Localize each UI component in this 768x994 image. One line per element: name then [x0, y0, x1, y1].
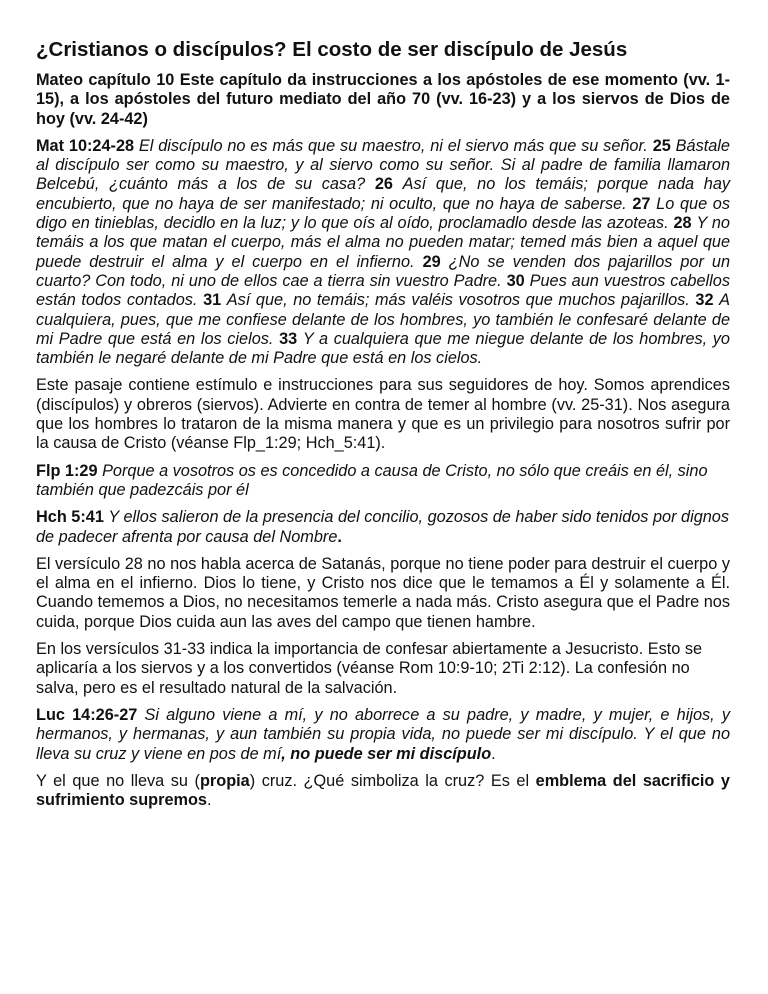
verse-end-punctuation: . [491, 744, 496, 763]
text-run: . [207, 791, 212, 810]
verse-text: Y ellos salieron de la presencia del concilio, gozosos de haber sido tenidos por dignos de padecer afrenta por causa del Nombre [36, 508, 729, 546]
verse-number: 31 [203, 291, 222, 310]
paragraph-estimulo: Este pasaje contiene estímulo e instrucciones para sus seguidores de hoy. Somos aprendices (discípulos) y obreros (siervos). Advierte en contra de temer al hombre (vv. 25-31). Nos asegura que los hombres lo trataron de la misma manera y que es un privilegio para nosotros sufrir por la causa de Cristo (véanse Flp_1:29; Hch_5:41). [36, 376, 730, 453]
verse-text: ¿No se venden dos pajarillos por un cuarto? Con todo, ni uno de ellos cae a tierra sin vuestro Padre. [36, 252, 731, 290]
verse-number: 27 [632, 194, 651, 213]
verse-number: 33 [279, 329, 298, 348]
verse-reference: Luc 14:26-27 [36, 705, 138, 724]
verse-number: 26 [374, 175, 393, 194]
verse-text: Si alguno viene a mí, y no aborrece a su padre, y madre, y mujer, e hijos, y hermanos, y hermanas, y aun también su propia vida, no puede ser mi discípulo. Y el que no lleva su cruz y viene en pos de mí [36, 705, 730, 763]
text-run: ) cruz. ¿Qué simboliza la cruz? Es el [249, 771, 536, 790]
verse-text: Lo que os digo en tinieblas, decidlo en la luz; y lo que oís al oído, proclamadlo desde las azoteas. [36, 194, 730, 233]
verse-text-emphasis: , no puede ser mi discípulo [281, 744, 492, 763]
paragraph-cruz [36, 772, 730, 811]
verse-number: 28 [673, 214, 692, 233]
passage-flp-1-29 [36, 462, 730, 501]
verse-text: Y no temáis a los que matan el cuerpo, más el alma no pueden matar; temed más bien a aquel que puede destruir el alma y el cuerpo en el infierno. [36, 214, 730, 271]
passage-mat-10-24-28 [36, 137, 730, 369]
verse-text: Así que, no los temáis; porque nada hay encubierto, que no haya de ser manifestado; ni oculto, que no haya de saberse. [36, 175, 731, 213]
verse-number: 29 [422, 252, 441, 271]
chapter-intro: Mateo capítulo 10 Este capítulo da instrucciones a los apóstoles de ese momento (vv. 1-15), a los apóstoles del futuro mediato del año 70 (vv. 16-23) y a los siervos de Dios de hoy (vv. 24-42) [36, 71, 730, 128]
verse-text: A cualquiera, pues, que me confiese delante de los hombres, yo también le confesaré delante de mi Padre que está en los cielos. [36, 291, 731, 348]
verse-reference: Hch 5:41 [36, 508, 104, 527]
paragraph-versiculos-31-33: En los versículos 31-33 indica la importancia de confesar abiertamente a Jesucristo. Esto se aplicaría a los siervos y a los convertidos (véanse Rom 10:9-10; 2Ti 2:12). La confesión no salva, pero es el resultado natural de la salvación. [36, 640, 703, 697]
passage-hch-5-41 [36, 508, 730, 547]
verse-reference: Flp 1:29 [36, 461, 98, 480]
verse-text: Así que, no temáis; más valéis vosotros que muchos pajarillos. [226, 291, 690, 310]
paragraph-versiculo-28: El versículo 28 no nos habla acerca de Satanás, porque no tiene poder para destruir el cuerpo y el alma en el infierno. Dios lo tiene, y Cristo nos dice que le temamos a Él y solamente a Él. Cuando tememos a Dios, no necesitamos temerle a nada más. Cristo asegura que el Padre nos cuida, porque Dios cuida aun las aves del campo que tienen hambre. [36, 554, 730, 631]
emphasis-propia: propia [199, 771, 250, 790]
verse-text: Y a cualquiera que me niegue delante de los hombres, yo también le negaré delante de mi Padre que está en los cielos. [36, 329, 730, 368]
verse-text: Pues aun vuestros cabellos están todos contados. [36, 271, 730, 310]
verse-text: Porque a vosotros os es concedido a causa de Cristo, no sólo que creáis en él, sino también que padezcáis por él [36, 461, 708, 499]
verse-text: El discípulo no es más que su maestro, ni el siervo más que su señor. [138, 136, 648, 155]
verse-text: Bástale al discípulo ser como su maestro, y al siervo como su señor. Si al padre de familia llamaron Belcebú, ¿cuánto más a los de su casa? [36, 136, 730, 194]
emphasis-emblema: emblema del sacrificio y sufrimiento supremos [36, 771, 730, 810]
passage-luc-14-26-27 [36, 706, 730, 764]
verse-number: 32 [695, 291, 714, 310]
verse-number: 30 [506, 271, 525, 290]
verse-number: 25 [652, 136, 671, 155]
text-run: Y el que no lleva su ( [36, 771, 200, 790]
verse-reference: Mat 10:24-28 [36, 136, 135, 155]
page-title: ¿Cristianos o discípulos? El costo de ser discípulo de Jesús [36, 38, 628, 61]
verse-end-punctuation: . [337, 527, 342, 546]
